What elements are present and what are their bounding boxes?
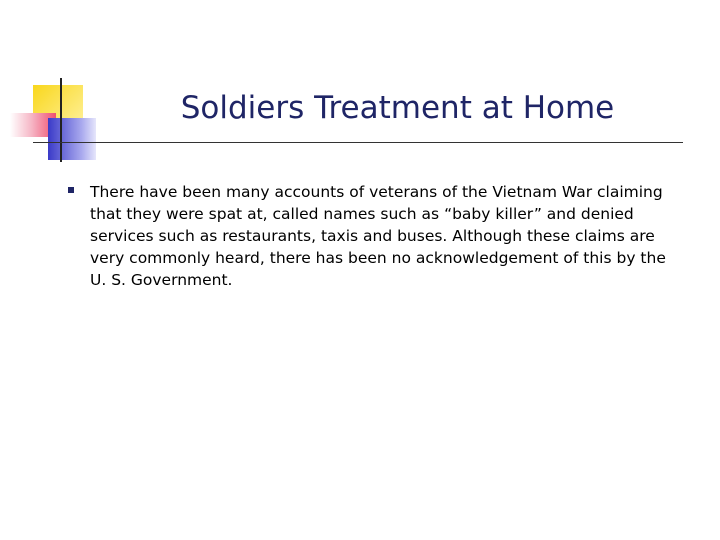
slide-title: Soldiers Treatment at Home bbox=[180, 90, 615, 126]
blue-square bbox=[48, 118, 96, 160]
decorative-blocks-logo bbox=[0, 0, 110, 170]
square-bullet-icon bbox=[68, 187, 74, 193]
title-underline bbox=[33, 142, 683, 143]
vertical-rule bbox=[60, 78, 62, 162]
bullet-text: There have been many accounts of veterans of the Vietnam War claiming that they were spat at, called names such as “baby killer” and denied services such as restaurants, taxis and buses. Although these claims are very commonly heard, there has been no acknowledgement of this by the U. S. Government. bbox=[90, 183, 666, 289]
